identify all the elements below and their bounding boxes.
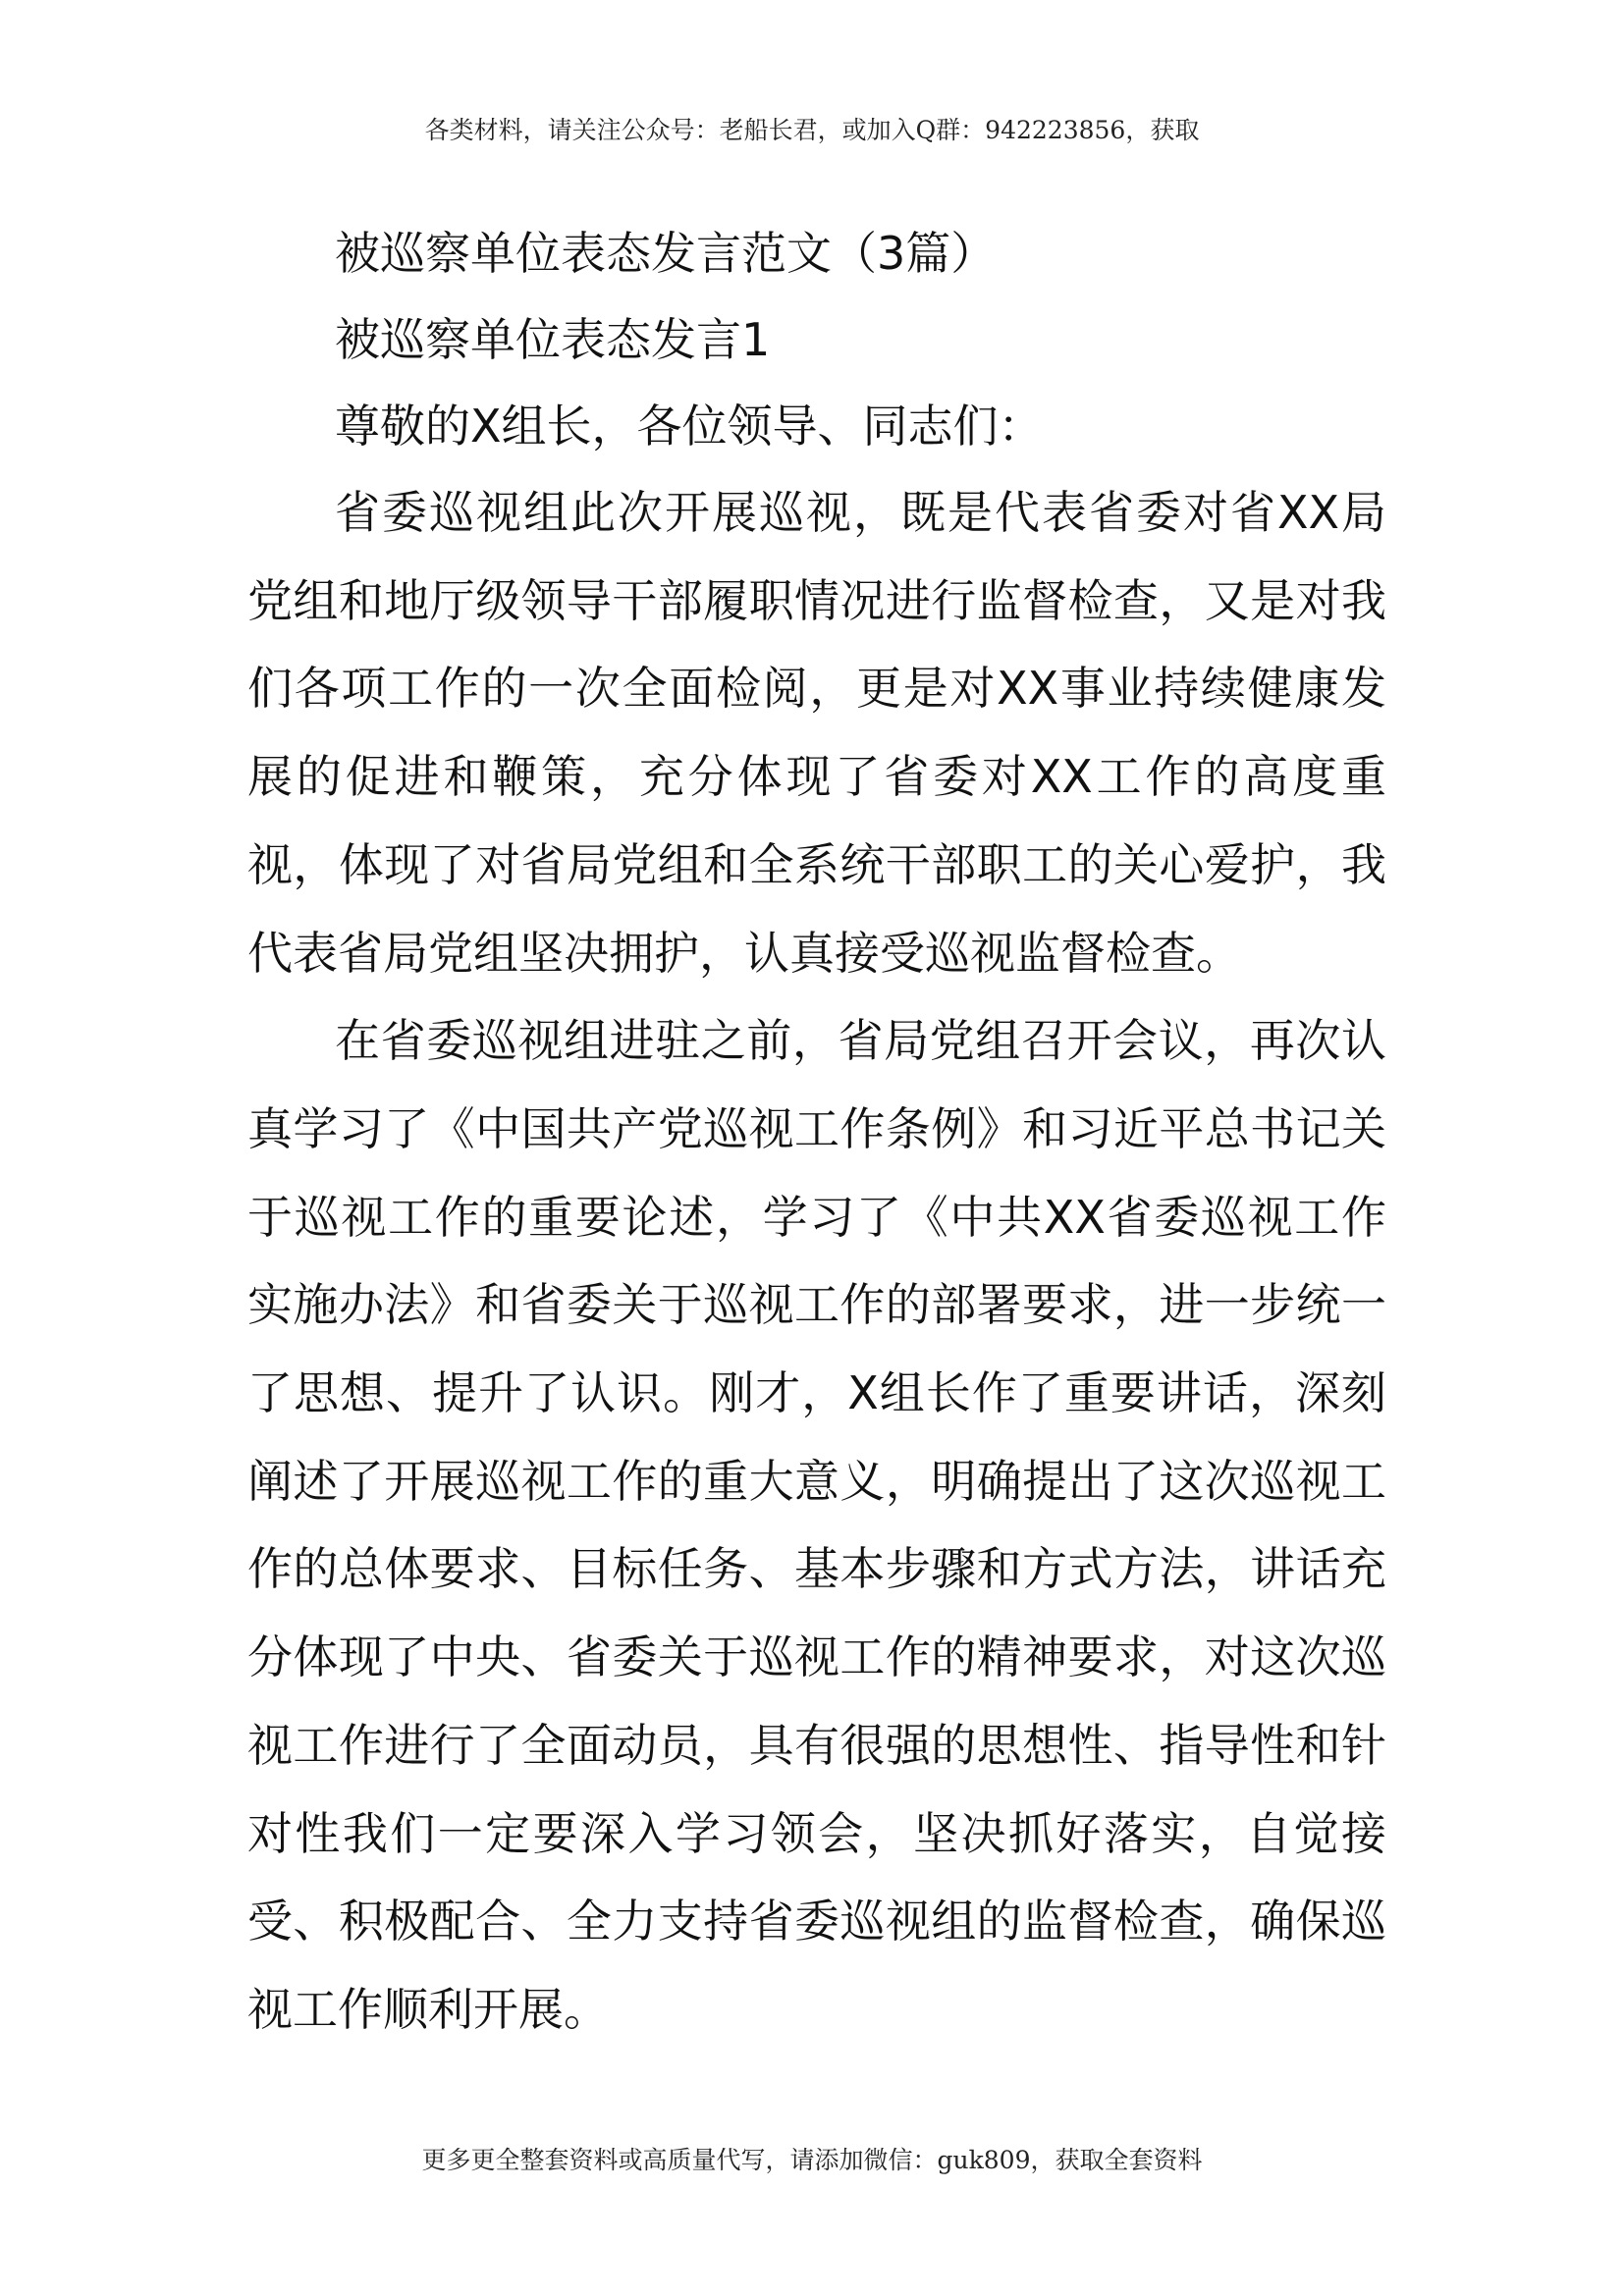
header-note: 各类材料，请关注公众号：老船长君，或加入Q群：942223856，获取 — [424, 116, 1200, 144]
section-heading: 被巡察单位表态发言1 — [335, 313, 771, 366]
paragraph-2: 在省委巡视组进驻之前，省局党组召开会议，再次认真学习了《中国共产党巡视工作条例》和习近平总书记关于巡视工作的重要论述，学习了《中共XX省委巡视工作实施办法》和省委关于巡视工作的部署要求，进一步统一了思想、提升了认识。刚才，X组长作了重要讲话，深刻阐述了开展巡视工作的重大意义，明确提出了这次巡视工作的总体要求、目标任务、基本步骤和方式方法，讲话充分体现了中央、省委关于巡视工作的精神要求，对这次巡视工作进行了全面动员，具有很强的思想性、指导性和针对性我们一定要深入学习领会，坚决抓好落实，自觉接受、积极配合、全力支持省委巡视组的监督检查，确保巡视工作顺利开展。 — [247, 1014, 1386, 2036]
document-body — [247, 210, 1386, 2055]
footer-note: 更多更全整套资料或高质量代写，请添加微信：guk809，获取全套资料 — [421, 2146, 1203, 2174]
document-title: 被巡察单位表态发言范文（3篇） — [335, 227, 997, 280]
paragraph-1: 省委巡视组此次开展巡视，既是代表省委对省XX局党组和地厅级领导干部履职情况进行监督检查，又是对我们各项工作的一次全面检阅，更是对XX事业持续健康发展的促进和鞭策，充分体现了省委对XX工作的高度重视，体现了对省局党组和全系统干部职工的关心爱护，我代表省局党组坚决拥护，认真接受巡视监督检查。 — [247, 486, 1386, 980]
salutation: 尊敬的X组长，各位领导、同志们： — [335, 400, 1044, 453]
